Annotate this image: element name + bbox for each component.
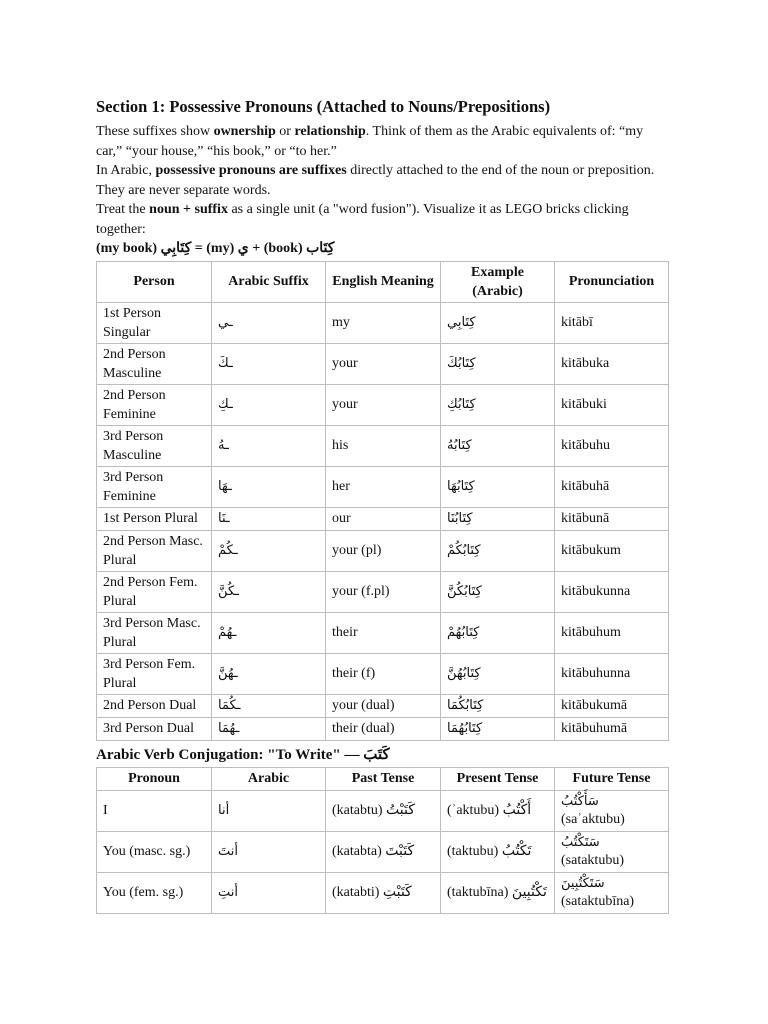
table-row xyxy=(97,653,669,694)
verb-section-title: Arabic Verb Conjugation: "To Write" — كَتَبَ xyxy=(96,746,390,763)
person-cell: 1st Person Plural xyxy=(97,507,212,530)
meaning-cell: your xyxy=(326,384,441,425)
future-arabic: سَأَكْتُبُ xyxy=(561,793,599,809)
suffix-cell: ـكُمْ xyxy=(212,530,326,571)
meaning-cell: your (pl) xyxy=(326,530,441,571)
suffix-cell: ـهُمْ xyxy=(212,612,326,653)
future-transliteration: (sataktubu) xyxy=(561,852,624,868)
person-cell: 3rd Person Fem. Plural xyxy=(97,653,212,694)
meaning-cell: his xyxy=(326,425,441,466)
bold-relationship: relationship xyxy=(294,124,366,139)
table-row xyxy=(97,694,669,717)
past-tense-cell: (katabti) كَتَبْتِ xyxy=(326,872,441,913)
person-cell: 2nd Person Feminine xyxy=(97,384,212,425)
person-cell: 1st Person Singular xyxy=(97,302,212,343)
person-cell: 3rd Person Masculine xyxy=(97,425,212,466)
intro-paragraph-3 xyxy=(96,200,672,239)
pronunciation-cell: kitābukunna xyxy=(555,571,669,612)
pronunciation-cell: kitābuhā xyxy=(555,466,669,507)
table-row xyxy=(97,466,669,507)
table-row xyxy=(97,717,669,740)
meaning-cell: your (f.pl) xyxy=(326,571,441,612)
suffix-cell: ـهَا xyxy=(212,466,326,507)
section-title: Section 1: Possessive Pronouns (Attached to Nouns/Prepositions) xyxy=(96,97,551,116)
pronoun-cell: You (fem. sg.) xyxy=(97,872,212,913)
pronunciation-cell: kitābukum xyxy=(555,530,669,571)
arabic-pronoun-cell: أنا xyxy=(212,790,326,831)
table-row xyxy=(97,302,669,343)
example-cell: كِتَابِي xyxy=(441,302,555,343)
example-cell: كِتَابُكُمْ xyxy=(441,530,555,571)
pronunciation-cell: kitābukumā xyxy=(555,694,669,717)
example-formula: (my book) كِتَابِي = (my) ي + (book) كِتَاب xyxy=(96,241,335,256)
person-cell: 2nd Person Masc. Plural xyxy=(97,530,212,571)
pronunciation-cell: kitābuhunna xyxy=(555,653,669,694)
table-row xyxy=(97,384,669,425)
text-run: or xyxy=(275,124,295,139)
pronunciation-cell: kitābuhum xyxy=(555,612,669,653)
present-tense-cell: (taktubīna) تَكْتُبِينَ xyxy=(441,872,555,913)
intro-paragraph-2 xyxy=(96,161,672,200)
suffix-cell: ـنَا xyxy=(212,507,326,530)
suffix-cell: ـهُ xyxy=(212,425,326,466)
pronunciation-cell: kitābuki xyxy=(555,384,669,425)
text-run: In Arabic, xyxy=(96,163,156,178)
pronunciation-cell: kitābī xyxy=(555,302,669,343)
person-cell: 3rd Person Feminine xyxy=(97,466,212,507)
header-pronoun: Pronoun xyxy=(97,767,212,790)
person-cell: 3rd Person Masc. Plural xyxy=(97,612,212,653)
past-tense-cell: (katabtu) كَتَبْتُ xyxy=(326,790,441,831)
meaning-cell: her xyxy=(326,466,441,507)
table-row xyxy=(97,790,669,831)
table-row xyxy=(97,530,669,571)
past-tense-cell: (katabta) كَتَبْتَ xyxy=(326,831,441,872)
person-cell: 3rd Person Dual xyxy=(97,717,212,740)
pronoun-cell: I xyxy=(97,790,212,831)
example-cell: كِتَابُهُمَا xyxy=(441,717,555,740)
text-run: . Think of them as the Arabic equivalents of: “my car,” “your house,” “his book,” or “to her.” xyxy=(96,124,644,159)
pronoun-cell: You (masc. sg.) xyxy=(97,831,212,872)
meaning-cell: our xyxy=(326,507,441,530)
header-past: Past Tense xyxy=(326,767,441,790)
example-cell: كِتَابُكِ xyxy=(441,384,555,425)
future-tense-cell xyxy=(555,831,669,872)
pronunciation-cell: kitābuka xyxy=(555,343,669,384)
meaning-cell: their (f) xyxy=(326,653,441,694)
future-transliteration: (saʾaktubu) xyxy=(561,811,625,827)
pronunciation-cell: kitābuhu xyxy=(555,425,669,466)
example-cell: كِتَابُنَا xyxy=(441,507,555,530)
header-english-meaning: English Meaning xyxy=(326,261,441,302)
example-cell: كِتَابُهُنَّ xyxy=(441,653,555,694)
header-pronunciation: Pronunciation xyxy=(555,261,669,302)
verb-conjugation-table xyxy=(96,767,669,914)
example-cell: كِتَابُكَ xyxy=(441,343,555,384)
table-header-row xyxy=(97,261,669,302)
bold-ownership: ownership xyxy=(213,124,276,139)
future-tense-cell xyxy=(555,872,669,913)
table-row xyxy=(97,831,669,872)
header-example: Example (Arabic) xyxy=(441,261,555,302)
document-page xyxy=(96,96,672,914)
meaning-cell: your xyxy=(326,343,441,384)
possessive-pronoun-table xyxy=(96,261,669,741)
pronunciation-cell: kitābunā xyxy=(555,507,669,530)
intro-paragraph-1 xyxy=(96,122,672,161)
arabic-pronoun-cell: أنتِ xyxy=(212,872,326,913)
bold-suffix-phrase: possessive pronouns are suffixes xyxy=(155,163,347,178)
suffix-cell: ـهُمَا xyxy=(212,717,326,740)
future-arabic: سَتَكْتُبِينَ xyxy=(561,875,605,891)
text-run: as a single unit (a "word fusion"). Visualize it as LEGO bricks clicking together: xyxy=(96,202,629,237)
header-person: Person xyxy=(97,261,212,302)
person-cell: 2nd Person Fem. Plural xyxy=(97,571,212,612)
header-present: Present Tense xyxy=(441,767,555,790)
table-row xyxy=(97,507,669,530)
table-row xyxy=(97,425,669,466)
meaning-cell: their (dual) xyxy=(326,717,441,740)
header-arabic: Arabic xyxy=(212,767,326,790)
suffix-cell: ـي xyxy=(212,302,326,343)
header-future: Future Tense xyxy=(555,767,669,790)
example-cell: كِتَابُهُ xyxy=(441,425,555,466)
pronunciation-cell: kitābuhumā xyxy=(555,717,669,740)
example-cell: كِتَابُكُمَا xyxy=(441,694,555,717)
example-cell: كِتَابُكُنَّ xyxy=(441,571,555,612)
text-run: Treat the xyxy=(96,202,150,217)
table-header-row xyxy=(97,767,669,790)
person-cell: 2nd Person Masculine xyxy=(97,343,212,384)
future-tense-cell xyxy=(555,790,669,831)
table-row xyxy=(97,612,669,653)
future-arabic: سَتَكْتُبُ xyxy=(561,834,600,850)
header-arabic-suffix: Arabic Suffix xyxy=(212,261,326,302)
suffix-cell: ـكَ xyxy=(212,343,326,384)
text-run: These suffixes show xyxy=(96,124,214,139)
present-tense-cell: (ʾaktubu) أَكْتُبُ xyxy=(441,790,555,831)
meaning-cell: my xyxy=(326,302,441,343)
bold-noun-suffix: noun + suffix xyxy=(149,202,228,217)
example-cell: كِتَابُهُمْ xyxy=(441,612,555,653)
meaning-cell: your (dual) xyxy=(326,694,441,717)
present-tense-cell: (taktubu) تَكْتُبُ xyxy=(441,831,555,872)
table-row xyxy=(97,343,669,384)
future-transliteration: (sataktubīna) xyxy=(561,893,635,909)
example-cell: كِتَابُهَا xyxy=(441,466,555,507)
person-cell: 2nd Person Dual xyxy=(97,694,212,717)
table-row xyxy=(97,571,669,612)
suffix-cell: ـكُمَا xyxy=(212,694,326,717)
suffix-cell: ـكُنَّ xyxy=(212,571,326,612)
arabic-pronoun-cell: أنتَ xyxy=(212,831,326,872)
table-row xyxy=(97,872,669,913)
suffix-cell: ـكِ xyxy=(212,384,326,425)
text-run: directly attached to the end of the noun or preposition. They are never separate words. xyxy=(96,163,655,198)
suffix-cell: ـهُنَّ xyxy=(212,653,326,694)
meaning-cell: their xyxy=(326,612,441,653)
